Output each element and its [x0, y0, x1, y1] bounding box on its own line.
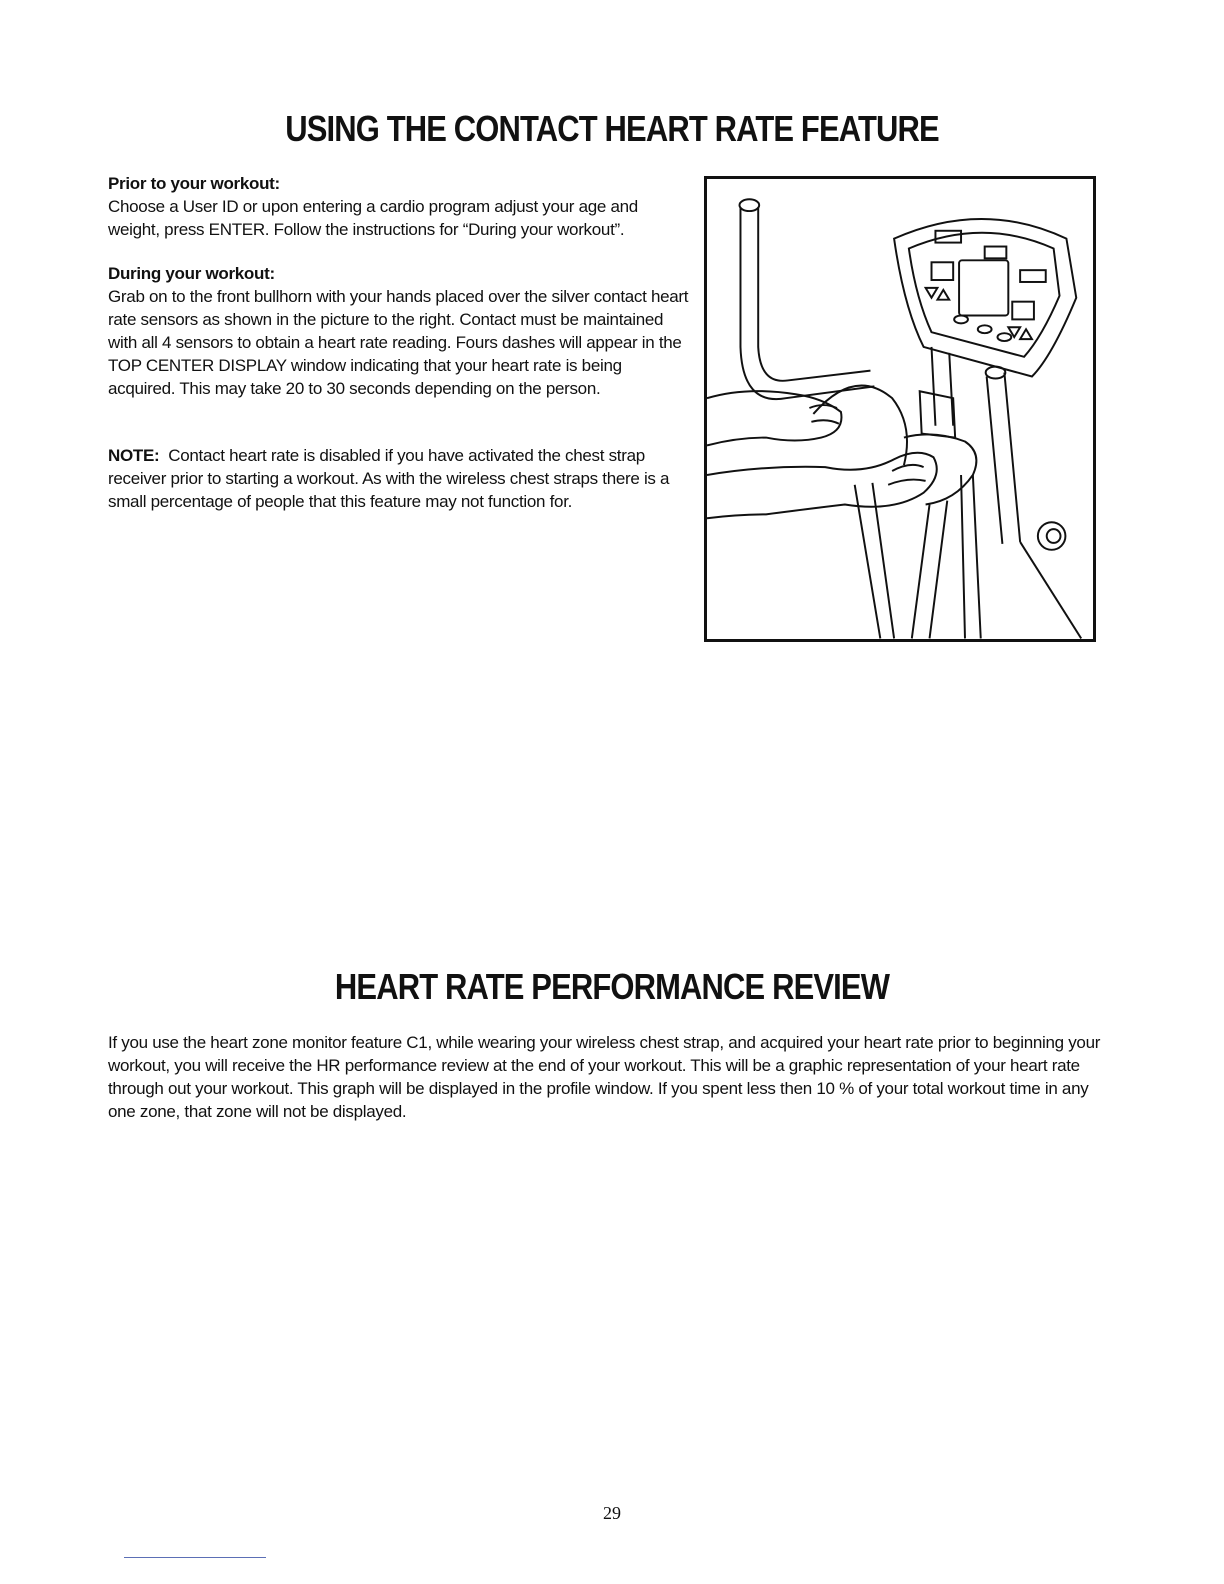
frame-leg — [912, 501, 947, 639]
during-heading: During your workout: — [108, 264, 275, 283]
frame-leg — [1020, 542, 1081, 639]
note-label: NOTE: — [108, 446, 160, 465]
console-mast — [920, 391, 955, 437]
review-line: one zone, that zone will not be displayed. — [108, 1102, 407, 1121]
page-number: 29 — [603, 1503, 621, 1523]
footer-rule — [124, 1557, 266, 1558]
bullhorn-left-inner — [758, 347, 870, 381]
center-profile-window — [959, 260, 1008, 315]
right-handle-pole — [987, 373, 1020, 544]
prior-heading: Prior to your workout: — [108, 174, 280, 193]
note-text: Contact heart rate is disabled if you have activated the chest strap — [159, 446, 645, 465]
review-line: workout, you will receive the HR performance review at the end of your workout. This will be a graphic representation of your heart rate — [108, 1056, 1080, 1075]
console-key — [954, 315, 968, 323]
note-line-1 — [108, 444, 698, 467]
display-window — [932, 262, 954, 280]
elliptical-hands-on-sensors-drawing — [707, 179, 1093, 639]
note-line-2: receiver prior to starting a workout. As with the wireless chest straps there is a — [108, 469, 670, 488]
display-window — [1020, 270, 1046, 282]
arrow-keys-icon — [926, 288, 950, 300]
display-window — [985, 247, 1007, 259]
contact-heart-rate-illustration — [704, 176, 1096, 642]
prior-line-2: weight, press ENTER. Follow the instructions for “During your workout”. — [108, 220, 625, 239]
review-line: through out your workout. This graph will be displayed in the profile window. If you spent less then 10 % of your total workout time in any — [108, 1079, 1089, 1098]
during-line: with all 4 sensors to obtain a heart rate reading. Fours dashes will appear in the — [108, 333, 682, 352]
during-line: rate sensors as shown in the picture to the right. Contact must be maintained — [108, 310, 664, 329]
contact-sensor-grip — [904, 434, 976, 504]
left-fingers — [809, 405, 839, 424]
during-line: TOP CENTER DISPLAY window indicating that your heart rate is being — [108, 356, 622, 375]
right-fingers — [888, 465, 925, 485]
prior-line-1: Choose a User ID or upon entering a cardio program adjust your age and — [108, 197, 638, 216]
during-line: Grab on to the front bullhorn with your hands placed over the silver contact heart — [108, 287, 689, 306]
section-title-contact-heart-rate: USING THE CONTACT HEART RATE FEATURE — [285, 108, 939, 149]
left-handle-cap — [739, 199, 759, 211]
pivot-knob-inner — [1047, 529, 1061, 543]
note-block — [108, 444, 698, 513]
review-line: If you use the heart zone monitor feature C1, while wearing your wireless chest strap, and acquired your heart rate prior to beginning your — [108, 1033, 1101, 1052]
frame-leg — [961, 475, 981, 638]
console-key — [997, 333, 1011, 341]
right-arm-and-hand — [707, 453, 937, 519]
section-title-hr-performance-review: HEART RATE PERFORMANCE REVIEW — [334, 966, 890, 1007]
console-neck — [932, 347, 954, 426]
prior-to-workout-block — [108, 172, 698, 241]
console-key — [978, 325, 992, 333]
hr-performance-review-text — [108, 1031, 1108, 1123]
front-loop-handle — [813, 386, 907, 466]
display-window — [1012, 302, 1034, 320]
during-line: acquired. This may take 20 to 30 seconds depending on the person. — [108, 379, 601, 398]
note-line-3: small percentage of people that this feature may not function for. — [108, 492, 573, 511]
during-workout-block — [108, 262, 698, 400]
right-handle-cap — [986, 367, 1006, 379]
